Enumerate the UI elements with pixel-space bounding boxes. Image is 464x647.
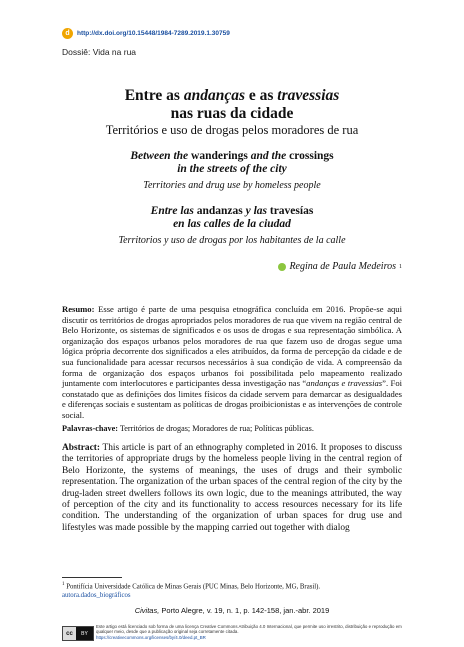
keywords-label: Palavras-chave: [62,424,118,433]
doi-row [62,28,230,39]
license-link[interactable]: https://creativecommons.org/licenses/by/4.0/deed.pt_BR [96,634,206,640]
cc-icon: cc [63,627,76,640]
license-text: Este artigo está licenciado sob forma de uma licença Creative Commons Atribuição 4.0 Internacional, que permite uso irrestrito, distribuição e reprodução em qualquer meio, desde que a publicação original seja corretamente citada. https://creativecommons.org/licenses/by/4.0/deed.pt_BR [96,624,402,640]
author-name: Regina de Paula Medeiros [289,261,396,272]
keywords: Palavras-chave: Territórios de drogas; Moradores de rua; Políticas públicas. [62,424,314,433]
cc-license-badge[interactable] [62,626,94,641]
abstract-label: Abstract: [62,443,101,453]
doi-icon: d [62,28,73,39]
citation: Civitas, Porto Alegre, v. 19, n. 1, p. 142-158, jan.-abr. 2019 [134,606,330,615]
footnote-divider [62,577,122,578]
footnote: $^1$ Pontifícia Universidade Católica de Minas Gerais (PUC Minas, Belo Horizonte, MG, Brasil). autora.dados_biográficos [62,582,321,600]
author-footnote-mark: 1 [399,263,402,270]
author-link[interactable]: autora.dados_biográficos [62,592,131,600]
by-icon: BY [76,627,93,640]
resumo: Resumo: Esse artigo é parte de uma pesquisa etnográfica concluída em 2016. Propõe-se aqui discutir os territórios de drogas apropriados pelos moradores de rua que vivem na região central de Belo Horizonte, os sistemas de significados e os usos de drogas e sua representação simbólica. A organização dos espaços urbanos pelos moradores de rua que fazem uso de drogas segue uma lógica própria decorrente dos significados a eles atribuídos, da forma de percepção da cidade e de sua funcionalidade para acessar recursos necessários à sua condição de vida. A compreensão da forma de organização dos espaços urbanos foi possibilitada pelo mapeamento realizado juntamente com interlocutores e participantes dessa investigação nas “andanças e travessias”. Foi constatado que as definições dos limites físicos da cidade servem para demarcar as desigualdades e diferenças sociais e sustentam as políticas de drogas proibicionistas e as intervenções de controle social. [62,304,403,420]
title-en: Between the wanderings and the crossings in the streets of the city [130,150,334,175]
resumo-label: Resumo: [62,304,95,314]
abstract: Abstract: This article is part of an ethnography completed in 2016. It proposes to discuss the territories of appropriate drugs by the homeless people living in the central region of Belo Horizonte, the systems of meanings, the uses of drugs and their symbolic representation. The organization of the urban spaces of the central region of the city by the drug-laden street dwellers follows its own logic, due to the meanings attributed, the way of perception of the city and its functionality to access resources necessary for its life condition. The understanding of the organization of urban spaces for drug use and lifestyles was made possible by the mapping carried out together with dialog [62,443,402,533]
subtitle-es: Territorios y uso de drogas por los habitantes de la calle [118,235,346,246]
subtitle-pt: Territórios e uso de drogas pelos moradores de rua [105,123,359,137]
subtitle-en: Territories and drug use by homeless people [143,180,321,191]
section-label: Dossiê: Vida na rua [62,47,137,57]
title-es: Entre las andanzas y las travesías en las calles de la ciudad [150,205,314,230]
doi-link[interactable]: http://dx.doi.org/10.15448/1984-7289.2019.1.30759 [77,30,230,37]
author [278,261,402,272]
orcid-icon[interactable] [278,263,286,271]
title-pt: Entre as andanças e as travessias nas ruas da cidade [124,87,340,122]
